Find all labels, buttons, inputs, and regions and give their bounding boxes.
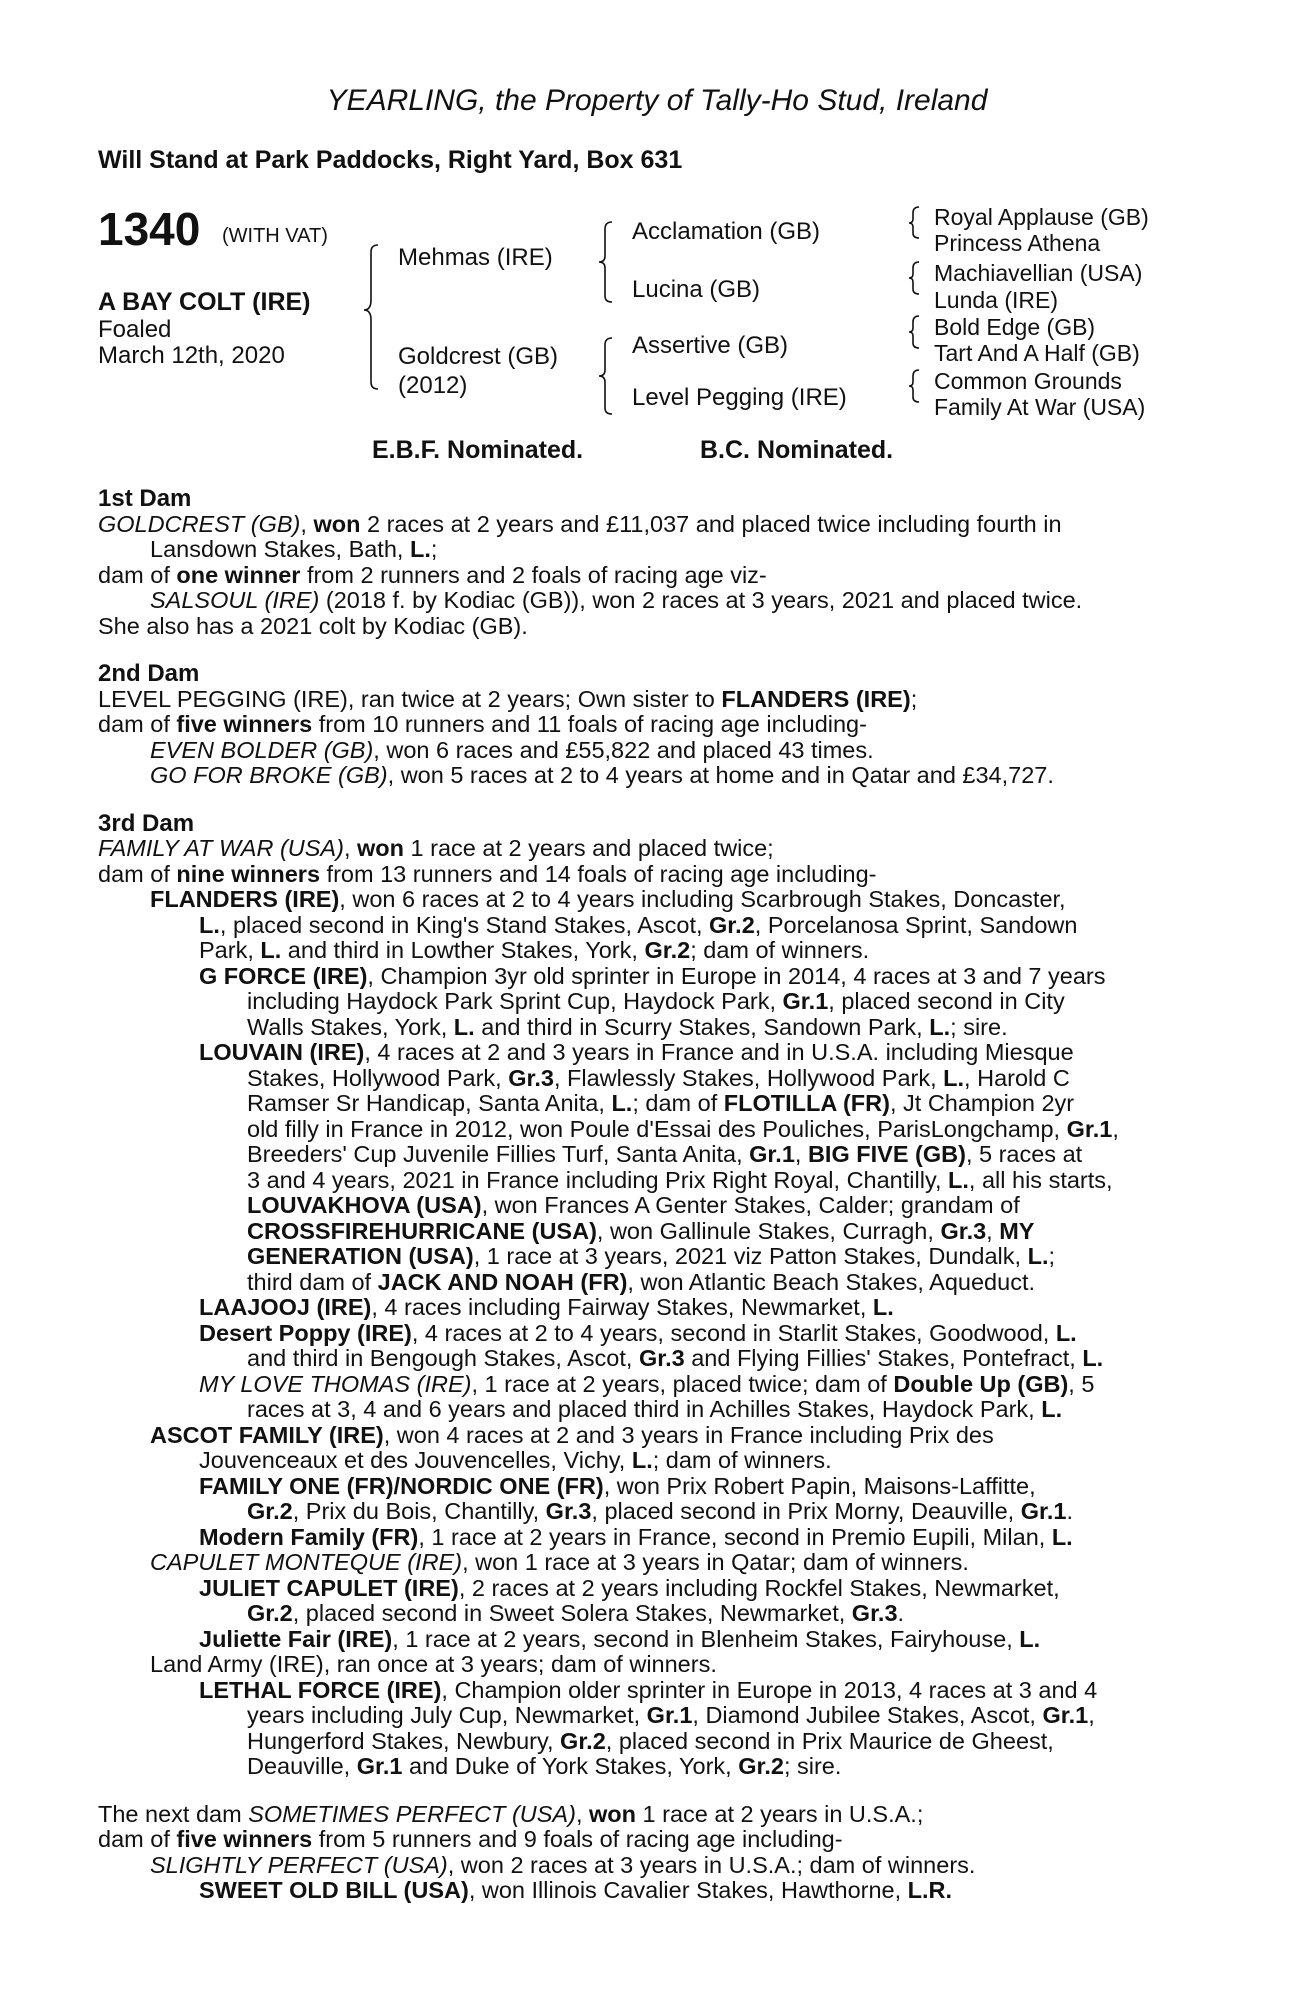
third-dam-line: LOUVAIN (IRE), 4 races at 2 and 3 years in France and in U.S.A. including Miesque xyxy=(199,1039,1074,1065)
third-dam-line: MY LOVE THOMAS (IRE), 1 race at 2 years, placed twice; dam of Double Up (GB), 5 xyxy=(199,1370,1095,1397)
third-dam-line: GENERATION (USA), 1 race at 3 years, 2021 viz Patton Stakes, Dundalk, L.; xyxy=(247,1243,1056,1269)
third-dam-line: L., placed second in King's Stand Stakes, Ascot, Gr.2, Porcelanosa Sprint, Sandown xyxy=(199,911,1078,938)
third-dam-line: Breeders' Cup Juvenile Fillies Turf, Santa Anita, Gr.1, BIG FIVE (GB), 5 races at xyxy=(247,1141,1083,1167)
pedigree-g3-7: Common Grounds xyxy=(934,368,1122,394)
lot-vat-note: (WITH VAT) xyxy=(222,225,328,247)
pedigree-g3-4: Lunda (IRE) xyxy=(934,287,1059,313)
first-dam-line: She also has a 2021 colt by Kodiac (GB). xyxy=(98,612,528,639)
pedigree-sire: Mehmas (IRE) xyxy=(398,244,553,271)
third-dam-line: LETHAL FORCE (IRE), Champion older sprinter in Europe in 2013, 4 races at 3 and 4 xyxy=(199,1676,1098,1703)
third-dam-line: old filly in France in 2012, won Poule d'Essai des Pouliches, ParisLongchamp, Gr.1, xyxy=(247,1115,1119,1142)
third-dam-line: including Haydock Park Sprint Cup, Haydock Park, Gr.1, placed second in City xyxy=(247,988,1065,1014)
third-dam-line: Deauville, Gr.1 and Duke of York Stakes, York, Gr.2; sire. xyxy=(247,1753,842,1779)
stand-location: Will Stand at Park Paddocks, Right Yard, Box 631 xyxy=(98,146,683,174)
lot-number: 1340 xyxy=(98,203,201,255)
third-dam-line: Ramser Sr Handicap, Santa Anita, L.; dam of FLOTILLA (FR), Jt Champion 2yr xyxy=(247,1090,1075,1116)
foaled-label: Foaled xyxy=(98,316,172,343)
first-dam-line: Lansdown Stakes, Bath, L.; xyxy=(150,536,438,562)
first-dam-line: SALSOUL (IRE) (2018 f. by Kodiac (GB)), won 2 races at 3 years, 2021 and placed twice. xyxy=(150,587,1083,613)
third-dam-line: ASCOT FAMILY (IRE), won 4 races at 2 and 3 years in France including Prix des xyxy=(150,1421,994,1448)
dam-produce-record xyxy=(98,486,1208,1904)
first-dam-line: dam of one winner from 2 runners and 2 foals of racing age viz- xyxy=(98,561,767,588)
second-dam-line: EVEN BOLDER (GB), won 6 races and £55,822 and placed 43 times. xyxy=(150,736,874,763)
third-dam-line: dam of nine winners from 13 runners and 14 foals of racing age including- xyxy=(98,860,877,887)
first-dam-line: GOLDCREST (GB), won 2 races at 2 years and £11,037 and placed twice including fourth in xyxy=(98,510,1062,537)
third-dam-line: Land Army (IRE), ran once at 3 years; dam of winners. xyxy=(150,1651,717,1677)
foaled-date: March 12th, 2020 xyxy=(98,342,285,369)
third-dam-line: LAAJOOJ (IRE), 4 races including Fairway Stakes, Newmarket, L. xyxy=(199,1294,894,1320)
pedigree-g3-8: Family At War (USA) xyxy=(934,394,1146,420)
third-dam-line: Walls Stakes, York, L. and third in Scurry Stakes, Sandown Park, L.; sire. xyxy=(247,1013,1008,1040)
third-dam-line: CAPULET MONTEQUE (IRE), won 1 race at 3 years in Qatar; dam of winners. xyxy=(150,1549,969,1575)
third-dam-line: 3 and 4 years, 2021 in France including Prix Right Royal, Chantilly, L., all his starts, xyxy=(247,1166,1113,1193)
pedigree-g3-1: Royal Applause (GB) xyxy=(934,204,1149,230)
third-dam-line: Park, L. and third in Lowther Stakes, York, Gr.2; dam of winners. xyxy=(199,937,870,963)
next-dam-line: SWEET OLD BILL (USA), won Illinois Cavalier Stakes, Hawthorne, L.R. xyxy=(199,1877,953,1903)
third-dam-line: LOUVAKHOVA (USA), won Frances A Genter Stakes, Calder; grandam of xyxy=(247,1192,1020,1218)
next-dam-line: SLIGHTLY PERFECT (USA), won 2 races at 3 years in U.S.A.; dam of winners. xyxy=(150,1851,976,1878)
third-dam-line: Modern Family (FR), 1 race at 2 years in France, second in Premio Eupili, Milan, L. xyxy=(199,1523,1073,1550)
third-dam-line: Juliette Fair (IRE), 1 race at 2 years, second in Blenheim Stakes, Fairyhouse, L. xyxy=(199,1625,1041,1652)
third-dam-line: Desert Poppy (IRE), 4 races at 2 to 4 years, second in Starlit Stakes, Goodwood, L. xyxy=(199,1319,1077,1346)
third-dam-line: G FORCE (IRE), Champion 3yr old sprinter in Europe in 2014, 4 races at 3 and 7 years xyxy=(199,962,1106,989)
pedigree-sire-dam: Lucina (GB) xyxy=(632,276,761,303)
next-dam-line: dam of five winners from 5 runners and 9 foals of racing age including- xyxy=(98,1826,843,1852)
page-title: YEARLING, the Property of Tally-Ho Stud, Ireland xyxy=(326,84,988,117)
third-dam-line: and third in Bengough Stakes, Ascot, Gr.3 and Flying Fillies' Stakes, Pontefract, L. xyxy=(247,1345,1104,1371)
third-dam-line: third dam of JACK AND NOAH (FR), won Atlantic Beach Stakes, Aqueduct. xyxy=(247,1268,1035,1295)
third-dam-line: Gr.2, placed second in Sweet Solera Stakes, Newmarket, Gr.3. xyxy=(247,1600,905,1626)
pedigree-dam-year: (2012) xyxy=(398,372,468,399)
first-dam-heading: 1st Dam xyxy=(98,485,192,512)
third-dam-line: races at 3, 4 and 6 years and placed third in Achilles Stakes, Haydock Park, L. xyxy=(247,1396,1063,1422)
second-dam-line: GO FOR BROKE (GB), won 5 races at 2 to 4 years at home and in Qatar and £34,727. xyxy=(150,762,1054,788)
third-dam-line: Gr.2, Prix du Bois, Chantilly, Gr.3, placed second in Prix Morny, Deauville, Gr.1. xyxy=(247,1498,1073,1524)
pedigree-g3-3: Machiavellian (USA) xyxy=(934,260,1143,286)
pedigree-g3-5: Bold Edge (GB) xyxy=(934,314,1096,340)
pedigree-dam: Goldcrest (GB) xyxy=(398,343,559,370)
pedigree-dam-sire: Assertive (GB) xyxy=(632,332,789,359)
second-dam-line: LEVEL PEGGING (IRE), ran twice at 2 years; Own sister to FLANDERS (IRE); xyxy=(98,685,918,712)
third-dam-line: FAMILY AT WAR (USA), won 1 race at 2 years and placed twice; xyxy=(98,835,774,861)
third-dam-line: JULIET CAPULET (IRE), 2 races at 2 years including Rockfel Stakes, Newmarket, xyxy=(199,1574,1060,1601)
second-dam-line: dam of five winners from 10 runners and 11 foals of racing age including- xyxy=(98,711,867,737)
second-dam-heading: 2nd Dam xyxy=(98,660,200,687)
third-dam-line: CROSSFIREHURRICANE (USA), won Gallinule Stakes, Curragh, Gr.3, MY xyxy=(247,1217,1035,1244)
third-dam-line: FLANDERS (IRE), won 6 races at 2 to 4 years including Scarbrough Stakes, Doncaster, xyxy=(150,886,1066,912)
third-dam-line: years including July Cup, Newmarket, Gr.1, Diamond Jubilee Stakes, Ascot, Gr.1, xyxy=(247,1702,1095,1728)
bc-nomination: B.C. Nominated. xyxy=(700,436,894,464)
pedigree-sire-sire: Acclamation (GB) xyxy=(632,218,821,245)
third-dam-line: Jouvenceaux et des Jouvencelles, Vichy, L.; dam of winners. xyxy=(199,1447,832,1473)
pedigree-dam-dam: Level Pegging (IRE) xyxy=(632,384,847,411)
third-dam-line: FAMILY ONE (FR)/NORDIC ONE (FR), won Prix Robert Papin, Maisons-Laffitte, xyxy=(199,1472,1036,1499)
lot-description: A BAY COLT (IRE) xyxy=(98,288,311,316)
third-dam-heading: 3rd Dam xyxy=(98,809,195,837)
next-dam-line: The next dam SOMETIMES PERFECT (USA), won 1 race at 2 years in U.S.A.; xyxy=(98,1800,924,1827)
pedigree-g3-2: Princess Athena xyxy=(934,230,1101,256)
ebf-nomination: E.B.F. Nominated. xyxy=(372,436,584,464)
third-dam-line: Stakes, Hollywood Park, Gr.3, Flawlessly Stakes, Hollywood Park, L., Harold C xyxy=(247,1064,1070,1091)
pedigree-g3-6: Tart And A Half (GB) xyxy=(934,340,1140,366)
third-dam-line: Hungerford Stakes, Newbury, Gr.2, placed second in Prix Maurice de Gheest, xyxy=(247,1727,1054,1754)
